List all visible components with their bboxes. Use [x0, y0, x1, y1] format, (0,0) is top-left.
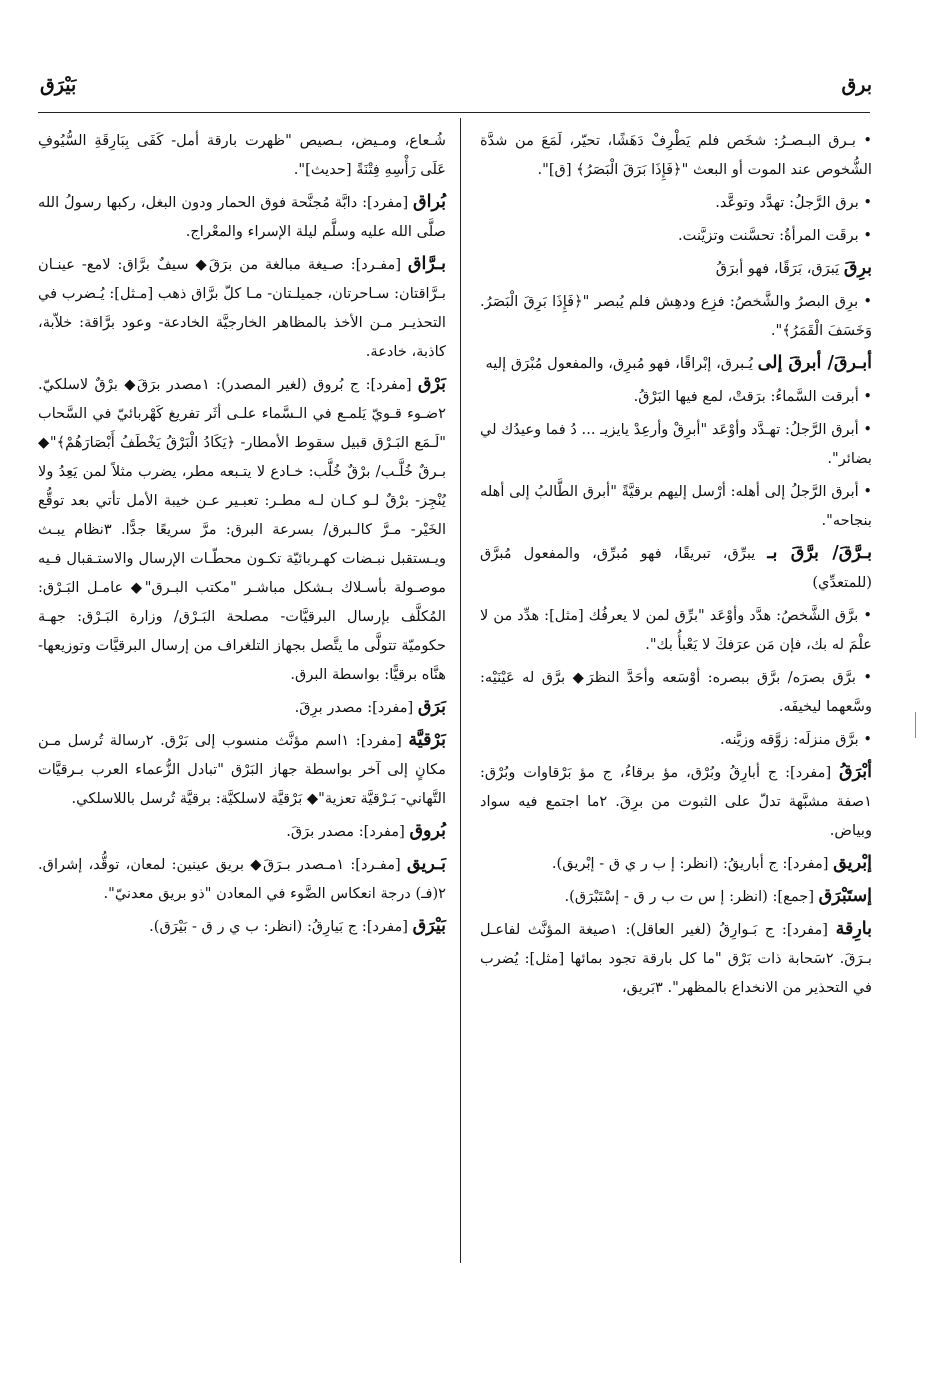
entry-definition: [مفرد]: ج بَيارِقُ: (انظر: ب ي ر ق - بَيْرَق).: [149, 918, 413, 935]
entry-definition: يبرِّق، تبريقًا، فهو مُبرِّق، والمفعول مُبرَّق (للمتعدِّي): [480, 545, 872, 591]
entry-definition: • برَّق منزلَه: زوَّقه وزيَّنه.: [720, 731, 872, 748]
entry-headword: إستَبْرَق: [818, 886, 872, 906]
dictionary-entry: [38, 912, 446, 941]
entry-headword: بارِقة: [835, 919, 872, 939]
entry-definition: • أبرق الرَّجلُ: تهـدَّد وأوْعَد "أبرِقْ وأرعِدْ يايزيـ ... دُ فما وعيدُك لي بضائر".: [480, 421, 872, 467]
dictionary-entry: [38, 850, 446, 908]
entry-definition: • بـرق البـصـرُ: شخَص فلم يَطْرِفْ دَهَشًا، تحيّر، لَمَعَ من شدَّة الشُّخوص عند الموت أو البعث "﴿فَإِذَا بَرَقَ الْبَصَرُ﴾ [ق]".: [480, 132, 872, 178]
entry-definition: [مفرد]: ج بُروق (لغير المصدر): ١مصدر برَقَ◆ برْقٌ لاسلكيّ. ٢ضـوء قـويّ يَلمـع في الـسَّماء علـى أثَر تفريغ كَهْربائيّ في السَّحاب "لَـمَع البَـرْق قبيل سقوط الأمطار- ﴿يَكَادُ الْبَرْقُ يَخْطَفُ أَبْصَارَهُمْ﴾"◆ بـرقٌ خُلَّـب/ برْقٌ خُلَّب: خـادع لا يتـبعه مطر، يضرب مثلاً لمن يَعِدُ ولا يُنْجِز- برْقٌ لـو كـان لـه مطـر: تعبـير عـن خيبة الأمل تأتي بعد توقُّع الخَيْر- مـرَّ كالـبرق/ بسرعة البرق: مرَّ سريعًا جدًّا. ٣نظام يبـث ويـستقبل نبـضات كهـربائيّة تكـون محطّـات الإرسال والاستـقبال فـيه موصـولة بأسـلاك بـشكل مباشـر "مكتب البـرق"◆ عامـل البَـرْق: المُكلَّف بإرسال البرقيَّات- مصلحة البَـرْق/ وزارة البَـرْق: جهـة حكوميّة تتولَّى ما يتَّصل بجهاز التلغراف من إرسال البرقيَّات وتوزيعها- هنَّاه برقيًّا: بواسطة البرق.: [38, 376, 447, 683]
entry-headword: بـرَّاق: [407, 254, 446, 274]
dictionary-entry: [480, 349, 872, 378]
dictionary-entry: [480, 188, 872, 217]
entry-definition: [مفرد]: مصدر برِقَ.: [294, 699, 418, 716]
dictionary-entry: [38, 693, 446, 722]
header-right-word: برق: [841, 74, 872, 96]
entry-definition: [مفرد]: مصدر برَقَ.: [286, 823, 410, 840]
entry-definition: [مفرد]: ١اسم مؤنَّث منسوب إلى بَرْق. ٢رسالة تُرسل مـن مكانٍ إلى آخر بواسطة جهاز البَرْق "تبادل الزُّعماء العرب بـرقيَّات التَّهاني- بَـرْقيَّة تعزية"◆ بَرْقيَّة لاسلكيَّة: برقيَّة تُرسل باللاسلكي.: [38, 732, 446, 807]
header-rule: [38, 112, 870, 113]
dictionary-entry: [480, 477, 872, 535]
column-divider: [460, 118, 461, 1263]
right-column: [480, 126, 872, 1006]
entry-headword: بـرَّقَ/ برَّقَ بـ: [767, 543, 872, 563]
margin-mark: [915, 712, 917, 738]
entry-definition: يُـبرق، إبْراقًا، فهو مُبرِق، والمفعول مُبْرَق إليه: [485, 355, 758, 372]
entry-headword: بَرْق: [417, 374, 446, 394]
entry-definition: [مفرد]: ج أباريقُ: (انظر: إ ب ر ي ق - إبْريق).: [551, 855, 834, 872]
dictionary-entry: [480, 415, 872, 473]
dictionary-entry: [480, 601, 872, 659]
entry-definition: • برق الرَّجلُ: تهدَّد وتوعَّد.: [715, 194, 872, 211]
entry-headword: برِقَ: [843, 258, 872, 278]
entry-definition: يَبرَق، بَرَقًا، فهو أبرَقُ: [715, 260, 844, 277]
entry-definition: [مفرد]: دابَّة مُجنَّحة فوق الحمار ودون البغل، ركبها رسولُ الله صلَّى الله عليه وسلَّم ليلة الإسراء والمعْراج.: [38, 194, 446, 240]
entry-definition: • أبرق الرَّجلُ إلى أهله: أرْسل إليهم برقيَّةً "أبرق الطَّالبُ إلى أهله بنجاحه".: [480, 483, 872, 529]
dictionary-entry: [480, 382, 872, 411]
entry-headword: بُروق: [409, 821, 446, 841]
dictionary-entry: [38, 126, 446, 184]
entry-definition: • برقَت المرأةُ: تحسَّنت وتزيَّنت.: [677, 227, 872, 244]
entry-headword: أبـرقَ/ أبرقَ إلى: [757, 353, 872, 373]
dictionary-entry: [480, 539, 872, 597]
dictionary-entry: [480, 915, 872, 1002]
entry-definition: • برَّق بصرَه/ برَّق ببصره: أوْسَعه وأحَدَّ النظرَ◆ برَّق له عَيْنَيْه: وسَّعهما ليخيفَه.: [480, 669, 872, 715]
dictionary-entry: [480, 849, 872, 878]
dictionary-entry: [480, 221, 872, 250]
entry-definition: [مفـرد]: صـيغة مبالغة من برَقَ◆ سيفٌ برَّاق: لامع- عينـان بـرَّاقتان: سـاحرتان، جميلـتان- مـا كلّ برَّاق ذهب [مـثل]: يُـضرب في التحذيـر مـن الأخذ بالمظاهر الخارجيَّة الخادعة- وعود برَّاقة: خلاّبة، كاذبة، خادعة.: [38, 256, 446, 360]
dictionary-entry: [38, 726, 446, 813]
dictionary-entry: [38, 250, 446, 366]
entry-headword: إبْريق: [833, 853, 872, 873]
dictionary-entry: [480, 725, 872, 754]
entry-headword: بَيْرَق: [412, 916, 446, 936]
entry-definition: [مفرد]: ج أبارِقُ وبُرْق، مؤ برقاءُ، ج مؤ بَرْقاوات وبُرْق: ١صفة مشبَّهة تدلّ على الثبوت من برِقَ. ٢ما اجتمع فيه سواد وبياض.: [480, 764, 872, 839]
dictionary-entry: [480, 663, 872, 721]
entry-headword: بَرَق: [417, 697, 446, 717]
entry-definition: • أبرقت السَّماءُ: برَقتْ، لمع فيها البَرْقُ.: [633, 388, 872, 405]
entry-definition: [مفـرد]: ١مـصدر بـرَقَ◆ بريق عينين: لمعان، توقُّد، إشراق. ٢(فـ) درجة انعكاس الضَّوء في المعادن "ذو بريق معدنيّ".: [38, 856, 446, 902]
entry-definition: شُـعاع، ومـيض، بـصيص "ظهرت بارقة أمل- كَفَى بِبَارِقَةِ السُّيُوفِ عَلَى رَأْسِهِ فِتْنَةً [حديث]".: [38, 132, 446, 178]
entry-definition: • برِق البصرُ والشَّخصُ: فزِع ودهِش فلم يُبصر "﴿فَإِذَا بَرِقَ الْبَصَرُ. وَخَسَفَ الْقَمَرُ﴾".: [480, 293, 872, 339]
entry-headword: بُراق: [413, 192, 446, 212]
entry-definition: [جمع]: (انظر: إ س ت ب ر ق - إسْتَبْرَق).: [564, 888, 819, 905]
entry-definition: [مفرد]: ج بَـوارِقُ (لغير العاقل): ١صيغة المؤنَّث لفاعـل بـرَقَ. ٢سَحابة ذات بَرْق "ما كل بارقة تجود بمائها [مثل]: يُضرب في التحذير من الانخداع بالمظهر". ٣بَريق،: [480, 921, 872, 996]
dictionary-entry: [38, 370, 446, 689]
dictionary-entry: [480, 882, 872, 911]
dictionary-entry: [38, 188, 446, 246]
entry-headword: أبْرَقُ: [839, 762, 872, 782]
dictionary-entry: [480, 758, 872, 845]
entry-definition: • برَّق الشَّخصُ: هدَّد وأوْعَد "برِّق لمن لا يعرفُك [مثل]: هدِّد من لا علْمَ له بك، فإن مَن عرَفكَ لا يَعْبأُ بك".: [480, 607, 872, 653]
entry-headword: بَـريق: [406, 854, 447, 874]
dictionary-entry: [38, 817, 446, 846]
header-left-word: بَيْرَق: [40, 74, 77, 96]
left-column: [38, 126, 446, 945]
dictionary-entry: [480, 126, 872, 184]
dictionary-entry: [480, 287, 872, 345]
entry-headword: بَرْقيَّة: [408, 730, 446, 750]
dictionary-entry: [480, 254, 872, 283]
